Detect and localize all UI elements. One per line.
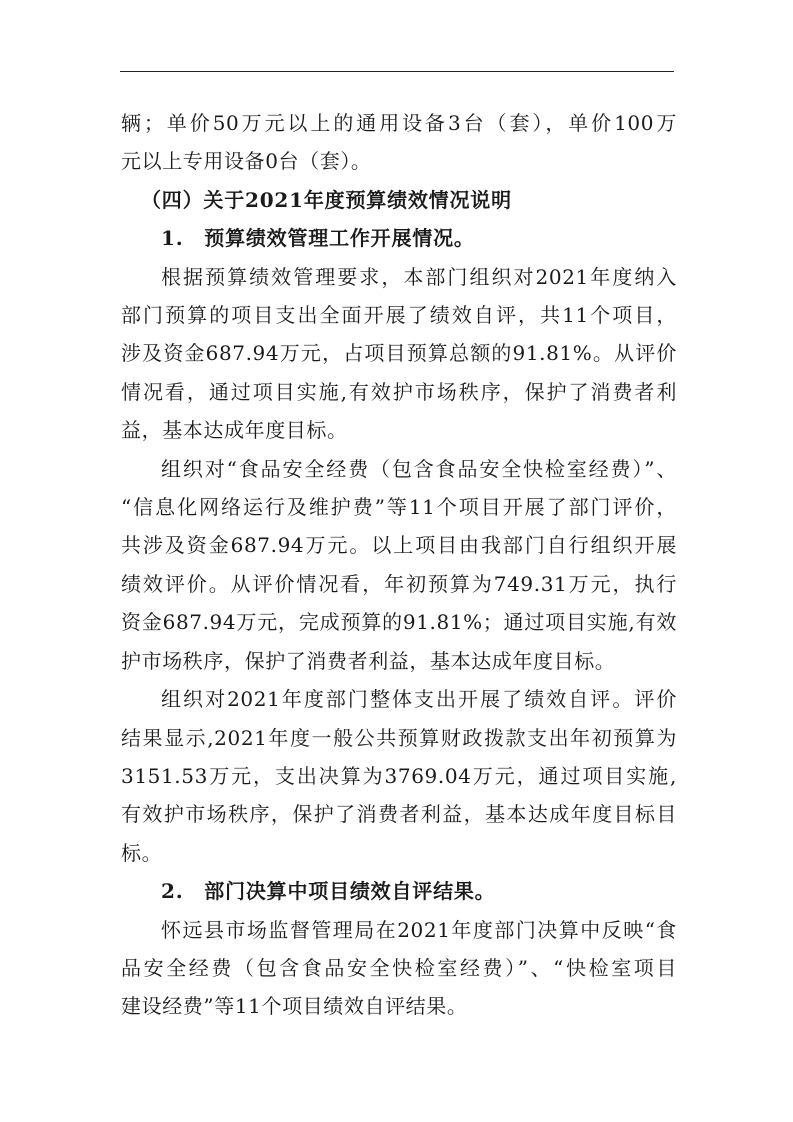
text-line: 情况看，通过项目实施,有效护市场秩序，保护了消费者利 xyxy=(121,379,677,404)
text-line: 益，基本达成年度目标。 xyxy=(121,418,348,443)
paragraph xyxy=(121,911,677,1026)
heading-text: （四）关于2021年度预算绩效情况说明 xyxy=(141,187,512,212)
text-line: 组织对2021年度部门整体支出开展了绩效自评。评价 xyxy=(161,687,677,712)
paragraph xyxy=(121,258,677,450)
text-line: 怀远县市场监督管理局在2021年度部门决算中反映“食 xyxy=(161,917,677,942)
text-line: 有效护市场秩序，保护了消费者利益，基本达成年度目标目 xyxy=(121,802,677,827)
text-line: 元以上专用设备0台（套）。 xyxy=(121,149,372,174)
heading-text: 2. 部门决算中项目绩效自评结果。 xyxy=(161,879,496,904)
section-heading xyxy=(121,181,677,219)
text-line: 涉及资金687.94万元，占项目预算总额的91.81%。从评价 xyxy=(121,341,677,366)
text-line: 3151.53万元，支出决算为3769.04万元，通过项目实施, xyxy=(121,763,677,788)
text-line: “信息化网络运行及维护费”等11个项目开展了部门评价， xyxy=(121,495,677,520)
text-line: 建设经费”等11个项目绩效自评结果。 xyxy=(121,994,468,1019)
document-body xyxy=(121,104,677,1026)
text-line: 根据预算绩效管理要求，本部门组织对2021年度纳入 xyxy=(161,264,677,289)
paragraph xyxy=(121,680,677,872)
text-line: 组织对“食品安全经费（包含食品安全快检室经费）”、 xyxy=(161,456,677,481)
paragraph xyxy=(121,450,677,680)
text-line: 资金687.94万元，完成预算的91.81%；通过项目实施,有效 xyxy=(121,610,677,635)
header-rule xyxy=(120,71,674,72)
text-line: 共涉及资金687.94万元。以上项目由我部门自行组织开展 xyxy=(121,533,677,558)
subsection-heading xyxy=(121,872,677,910)
paragraph-continued xyxy=(121,104,677,181)
text-line: 品安全经费（包含食品安全快检室经费）”、“快检室项目 xyxy=(121,955,677,980)
text-line: 护市场秩序，保护了消费者利益，基本达成年度目标。 xyxy=(121,648,616,673)
text-line: 辆；单价50万元以上的通用设备3台（套），单价100万 xyxy=(121,111,677,135)
text-line: 部门预算的项目支出全面开展了绩效自评，共11个项目， xyxy=(121,303,677,328)
text-line: 绩效评价。从评价情况看，年初预算为749.31万元，执行 xyxy=(121,571,677,596)
heading-text: 1. 预算绩效管理工作开展情况。 xyxy=(161,226,475,251)
text-line: 标。 xyxy=(121,840,163,865)
subsection-heading xyxy=(121,219,677,257)
text-line: 结果显示,2021年度一般公共预算财政拨款支出年初预算为 xyxy=(121,725,677,750)
